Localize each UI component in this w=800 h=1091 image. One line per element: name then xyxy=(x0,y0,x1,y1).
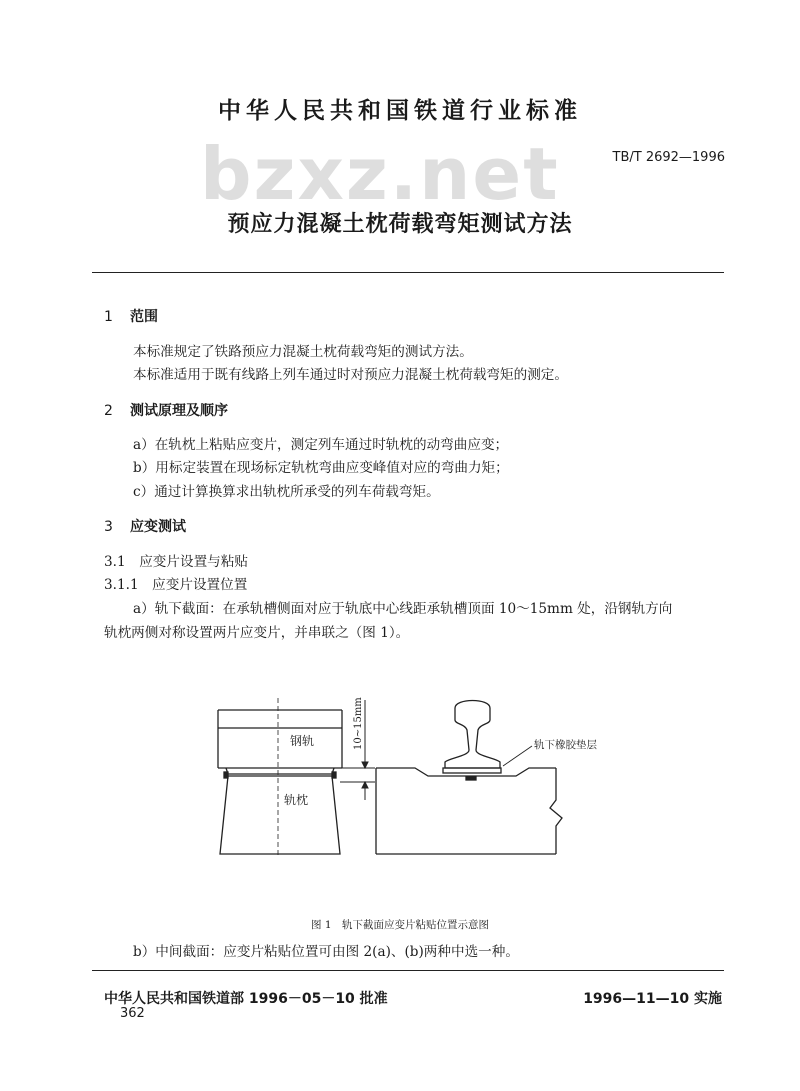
section-2-heading xyxy=(104,400,228,420)
section-3-item-b: b）中间截面：应变片粘贴位置可由图 2(a)、(b)两种中选一种。 xyxy=(133,944,519,960)
strain-gauge-right xyxy=(332,772,336,778)
rail-profile xyxy=(445,701,500,769)
break-line xyxy=(550,768,562,854)
rubber-pad xyxy=(443,768,501,773)
section-1-paragraph-1: 本标准规定了铁路预应力混凝土枕荷载弯矩的测试方法。 xyxy=(133,344,473,360)
subsection-3-1: 3.1 应变片设置与粘贴 xyxy=(104,554,248,570)
section-2-item-c: c）通过计算换算求出轨枕所承受的列车荷载弯矩。 xyxy=(133,484,440,500)
figure-1-diagram xyxy=(200,688,597,858)
sleeper-label: 轨枕 xyxy=(284,793,309,807)
document-title: 预应力混凝土枕荷载弯矩测试方法 xyxy=(227,212,573,237)
section-3-item-a-line-2: 轨枕两侧对称设置两片应变片，并串联之（图 1）。 xyxy=(104,625,410,641)
watermark: bzxz.net xyxy=(200,132,560,216)
pad-leader-line xyxy=(503,746,532,766)
pad-label: 轨下橡胶垫层 xyxy=(534,739,597,751)
section-1-paragraph-2: 本标准适用于既有线路上列车通过时对预应力混凝土枕荷载弯矩的测定。 xyxy=(133,367,568,383)
implementation-date: 1996—11—10 实施 xyxy=(583,991,722,1007)
section-3-number: 3 xyxy=(104,519,113,535)
rail-pad xyxy=(226,768,334,774)
rail-side-view-right xyxy=(376,701,562,855)
section-2-title: 测试原理及顺序 xyxy=(130,403,228,419)
section-1-heading xyxy=(104,306,158,326)
section-3-item-a-line-1: a）轨下截面：在承轨槽侧面对应于轨底中心线距承轨槽顶面 10～15mm 处，沿钢轨方向 xyxy=(133,601,673,617)
section-2-number: 2 xyxy=(104,403,113,419)
figure-1-caption: 图 1 轨下截面应变片粘贴位置示意图 xyxy=(310,919,490,931)
rail-cross-section-left xyxy=(218,698,342,856)
header-rule xyxy=(92,272,724,273)
sleeper-body xyxy=(220,776,340,854)
section-3-heading xyxy=(104,516,186,536)
subsection-3-1-1: 3.1.1 应变片设置位置 xyxy=(104,577,248,593)
section-1-number: 1 xyxy=(104,309,113,325)
page-number: 362 xyxy=(120,1006,145,1021)
strain-gauge-left xyxy=(224,772,228,778)
rail-label: 钢轨 xyxy=(290,734,315,748)
dimension-label: 10~15mm xyxy=(353,697,364,750)
strain-gauge-side xyxy=(466,777,476,780)
standard-number: TB/T 2692—1996 xyxy=(612,150,725,165)
section-3-title: 应变测试 xyxy=(130,519,186,535)
section-2-item-a: a）在轨枕上粘贴应变片，测定列车通过时轨枕的动弯曲应变； xyxy=(133,437,509,453)
section-1-title: 范围 xyxy=(130,309,158,325)
industry-standard-heading: 中华人民共和国铁道行业标准 xyxy=(218,98,582,124)
sleeper-top-edge xyxy=(376,768,556,776)
approval-line: 中华人民共和国铁道部 1996－05－10 批准 xyxy=(104,991,388,1007)
section-2-item-b: b）用标定装置在现场标定轨枕弯曲应变峰值对应的弯曲力矩； xyxy=(133,460,509,476)
footer-rule xyxy=(92,970,724,971)
